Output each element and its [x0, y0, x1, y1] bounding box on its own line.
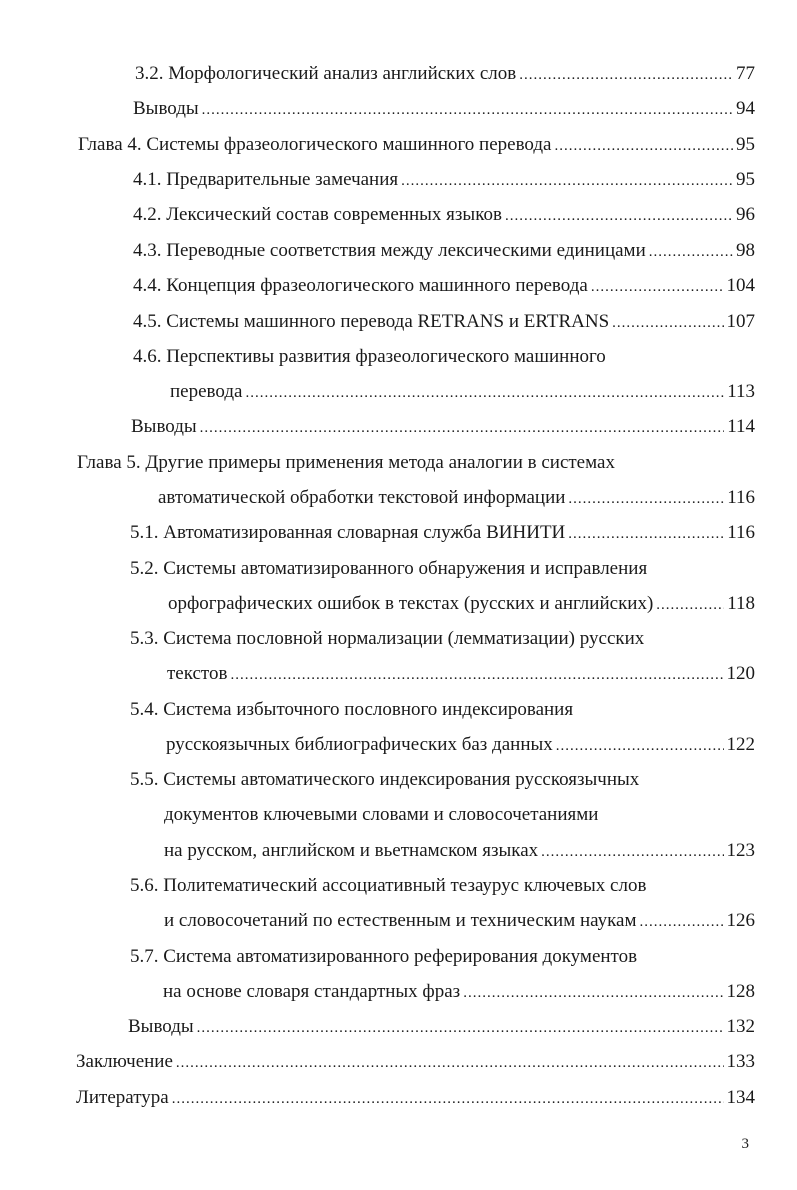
- toc-page-number: 122: [726, 734, 755, 755]
- toc-entry-title: 4.4. Концепция фразеологического машинного перевода: [133, 275, 588, 296]
- toc-entry-4-3: [133, 239, 755, 264]
- leader-dots: [556, 734, 724, 758]
- toc-entry-5-6: [164, 909, 755, 934]
- toc-page-number: 113: [727, 381, 755, 402]
- toc-entry-5-2: [168, 592, 755, 617]
- toc-chapter-5: [158, 486, 755, 511]
- toc-entry-4-5: [133, 310, 755, 335]
- leader-dots: [555, 134, 734, 158]
- toc-entry-title-cont: автоматической обработки текстовой информации: [158, 487, 566, 508]
- toc-entry-title: 5.1. Автоматизированная словарная служба ВИНИТИ: [130, 522, 566, 543]
- toc-entry-5-5: [164, 839, 755, 864]
- toc-page-number: 116: [727, 487, 755, 508]
- toc-page-number: 95: [736, 134, 755, 155]
- toc-entry-5-3-title: 5.3. Система пословной нормализации (лемматизации) русских: [130, 628, 645, 649]
- toc-entry-title: 3.2. Морфологический анализ английских слов: [135, 63, 517, 84]
- leader-dots: [401, 169, 733, 193]
- toc-entry-title: Выводы: [131, 416, 197, 437]
- toc-entry-conclusion: [76, 1050, 755, 1075]
- toc-page-number: 77: [736, 63, 755, 84]
- toc-entry-5-3: [167, 662, 755, 687]
- toc-entry-5-7: [163, 980, 755, 1005]
- leader-dots: [463, 981, 723, 1005]
- leader-dots: [505, 204, 733, 228]
- toc-page-number: 132: [726, 1016, 755, 1037]
- toc-page-number: 95: [736, 169, 755, 190]
- toc-entry-title-cont: на русском, английском и вьетнамском языках: [164, 840, 539, 861]
- leader-dots: [656, 593, 724, 617]
- leader-dots: [591, 275, 724, 299]
- toc-page-number: 96: [736, 204, 755, 225]
- toc-entry-title: 4.3. Переводные соответствия между лексическими единицами: [133, 240, 646, 261]
- toc-entry-5-1: [130, 521, 755, 546]
- toc-page-number: 118: [727, 593, 755, 614]
- toc-entry-5-4: [166, 733, 755, 758]
- toc-entry-3-2: [135, 62, 755, 87]
- leader-dots: [176, 1051, 724, 1075]
- leader-dots: [612, 311, 723, 335]
- toc-entry-title-cont: орфографических ошибок в текстах (русских и английских): [168, 593, 654, 614]
- toc-page-number: 134: [726, 1087, 755, 1108]
- toc-entry-conclusions-ch5: [128, 1015, 755, 1040]
- toc-page-number: 98: [736, 240, 755, 261]
- toc-page-number: 104: [726, 275, 755, 296]
- leader-dots: [519, 63, 733, 87]
- toc-entry-title-cont: перевода: [170, 381, 243, 402]
- leader-dots: [640, 910, 724, 934]
- leader-dots: [200, 416, 725, 440]
- leader-dots: [568, 522, 724, 546]
- toc-page-number: 116: [727, 522, 755, 543]
- toc-page-number: 128: [726, 981, 755, 1002]
- toc-entry-title-cont: на основе словаря стандартных фраз: [163, 981, 461, 1002]
- toc-chapter-4: [78, 133, 755, 158]
- toc-entry-title: Заключение: [76, 1051, 173, 1072]
- toc-entry-4-4: [133, 274, 755, 299]
- toc-entry-5-6-title: 5.6. Политематический ассоциативный тезаурус ключевых слов: [130, 875, 647, 896]
- toc-entry-title-cont: текстов: [167, 663, 228, 684]
- leader-dots: [541, 840, 723, 864]
- toc-entry-title-cont: и словосочетаний по естественным и техническим наукам: [164, 910, 637, 931]
- leader-dots: [202, 98, 733, 122]
- leader-dots: [649, 240, 733, 264]
- toc-page-number: 123: [726, 840, 755, 861]
- leader-dots: [245, 381, 724, 405]
- toc-entry-5-4-title: 5.4. Система избыточного пословного индексирования: [130, 699, 574, 720]
- toc-entry-5-7-title: 5.7. Система автоматизированного реферирования документов: [130, 946, 638, 967]
- toc-entry-title: Выводы: [128, 1016, 194, 1037]
- toc-entry-title-cont: русскоязычных библиографических баз данных: [166, 734, 553, 755]
- leader-dots: [568, 487, 724, 511]
- page-number: 3: [741, 1136, 749, 1152]
- toc-entry-title: Глава 4. Системы фразеологического машинного перевода: [78, 134, 552, 155]
- toc-page-number: 120: [726, 663, 755, 684]
- leader-dots: [230, 663, 723, 687]
- toc-page-number: 94: [736, 98, 755, 119]
- toc-entry-4-6-title: 4.6. Перспективы развития фразеологического машинного: [133, 346, 606, 367]
- toc-entry-title: 4.5. Системы машинного перевода RETRANS и ERTRANS: [133, 311, 610, 332]
- toc-entry-title: 4.2. Лексический состав современных языков: [133, 204, 502, 225]
- toc-entry-5-5-title: 5.5. Системы автоматического индексирования русскоязычных: [130, 769, 640, 790]
- leader-dots: [172, 1087, 724, 1111]
- toc-entry-literature: [76, 1086, 755, 1111]
- toc-entry-title: 4.1. Предварительные замечания: [133, 169, 399, 190]
- toc-chapter-5-title: Глава 5. Другие примеры применения метода аналогии в системах: [77, 452, 615, 473]
- toc-entry-conclusions-ch4: [131, 415, 755, 440]
- leader-dots: [197, 1016, 724, 1040]
- toc-entry-title: Литература: [76, 1087, 169, 1108]
- toc-page-number: 114: [727, 416, 755, 437]
- toc-page-number: 133: [726, 1051, 755, 1072]
- toc-page-number: 107: [726, 311, 755, 332]
- toc-entry-conclusions-ch3: [133, 97, 755, 122]
- toc-page-number: 126: [726, 910, 755, 931]
- toc-entry-5-5-title-cont: документов ключевыми словами и словосочетаниями: [164, 804, 599, 825]
- toc-entry-title: Выводы: [133, 98, 199, 119]
- toc-entry-4-2: [133, 203, 755, 228]
- toc-entry-4-1: [133, 168, 755, 193]
- toc-entry-4-6: [170, 380, 755, 405]
- toc-entry-5-2-title: 5.2. Системы автоматизированного обнаружения и исправления: [130, 558, 648, 579]
